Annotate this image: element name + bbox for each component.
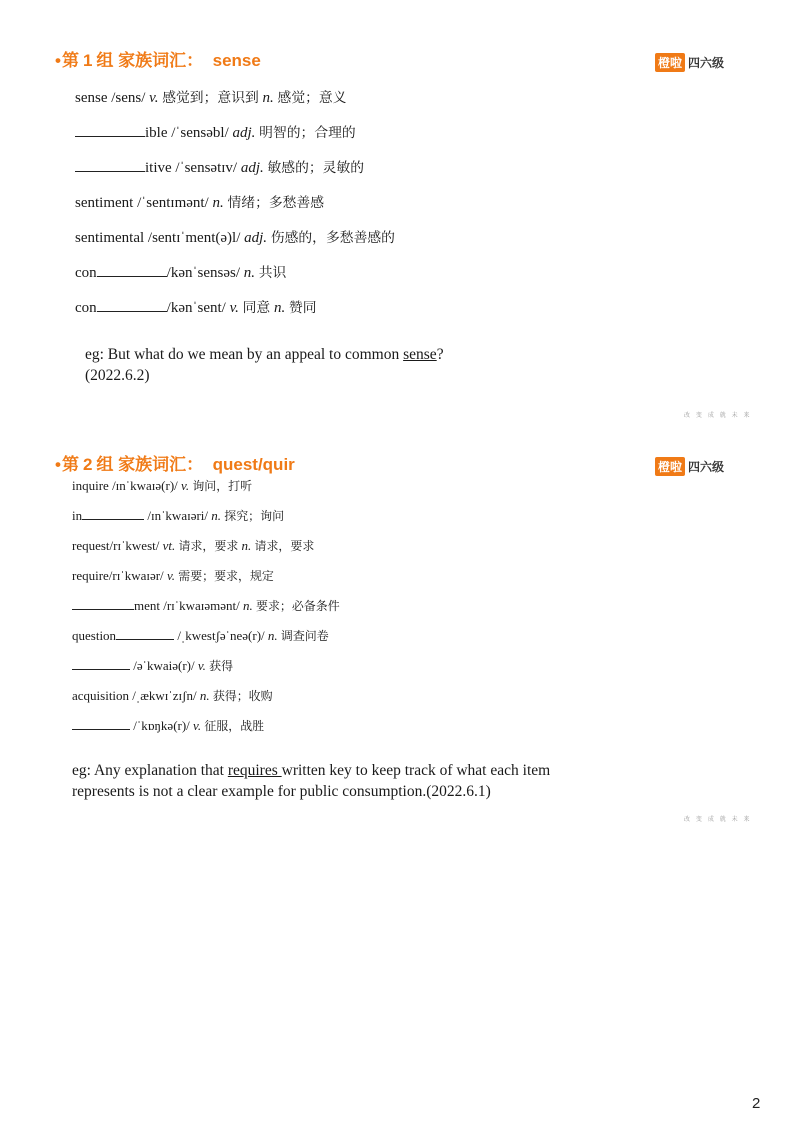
meaning: 明智的；合理的 (259, 125, 356, 141)
word-prefix: question (72, 628, 117, 643)
word-suffix: /əˈkwaiə(r)/ (133, 658, 195, 673)
heading-suffix: 组 家族词汇： (96, 51, 204, 70)
part-of-speech: v. (166, 568, 175, 583)
brand-logo: 橙啦 (655, 457, 685, 476)
word-prefix: sentimental /sentɪˈment(ə)l/ (75, 230, 241, 246)
part-of-speech: adj. (244, 230, 268, 246)
page-number: 2 (752, 1095, 761, 1112)
part-of-speech: n. (199, 688, 210, 703)
meaning: 感觉到；意识到 (162, 90, 259, 106)
footer-motto: 改 变 成 就 未 来 (684, 816, 752, 823)
vocab-item (75, 88, 395, 123)
part-of-speech: v. (197, 658, 206, 673)
level-label: 四六级 (688, 56, 725, 70)
word-suffix: /kənˈsensəs/ (166, 265, 240, 281)
section-sense (0, 0, 800, 430)
meaning: 要求；必备条件 (256, 599, 340, 613)
group-number: 1 (82, 51, 93, 70)
word-prefix: request/rɪˈkwest/ (72, 538, 160, 553)
word-prefix: in (72, 508, 83, 523)
example-text-end: ? (436, 346, 444, 363)
vocab-item (75, 123, 395, 158)
word-prefix: require/rɪˈkwaɪər/ (72, 568, 164, 583)
part-of-speech: n. (267, 628, 278, 643)
section-heading (55, 450, 295, 475)
bullet-dot: • (55, 455, 61, 474)
example-sentence (85, 344, 444, 386)
fill-blank (75, 135, 145, 137)
bullet-dot: • (55, 51, 61, 70)
meaning: 获得 (209, 659, 234, 673)
word-suffix: itive /ˈsensətɪv/ (145, 160, 238, 176)
vocab-item (72, 567, 340, 597)
section-quest-quir (0, 430, 800, 850)
word-prefix: sense /sens/ (75, 90, 146, 106)
word-prefix: acquisition /ˌækwɪˈzɪʃn/ (72, 688, 197, 703)
meaning-2: 感觉；意义 (277, 90, 347, 106)
footer-motto: 改 变 成 就 未 来 (684, 412, 752, 419)
word-suffix: /ˌkwestʃəˈneə(r)/ (177, 628, 265, 643)
part-of-speech: v. (229, 300, 239, 316)
vocab-item (72, 687, 340, 717)
part-of-speech-2: n. (241, 538, 252, 553)
section-heading (55, 46, 261, 71)
word-suffix: ment /rɪˈkwaɪəmənt/ (134, 598, 240, 613)
fill-blank (72, 728, 130, 730)
vocab-item (72, 597, 340, 627)
vocab-item (75, 298, 395, 333)
word-prefix: con (75, 265, 97, 281)
brand-badge (655, 53, 724, 72)
vocab-item (72, 537, 340, 567)
word-prefix: inquire /ɪnˈkwaɪə(r)/ (72, 478, 178, 493)
fill-blank (97, 310, 167, 312)
brand-badge (655, 457, 724, 476)
heading-suffix: 组 家族词汇： (96, 455, 204, 474)
example-keyword: requires (227, 762, 282, 779)
example-sentence (72, 760, 550, 802)
meaning: 征服，战胜 (204, 719, 265, 733)
fill-blank (116, 638, 174, 640)
fill-blank (97, 275, 167, 277)
vocab-item (72, 477, 340, 507)
part-of-speech: v. (181, 478, 190, 493)
meaning: 伤感的，多愁善感的 (270, 230, 395, 246)
meaning-2: 请求，要求 (254, 539, 315, 553)
part-of-speech-2: n. (273, 300, 286, 316)
meaning: 探究；询问 (224, 509, 285, 523)
meaning: 请求，要求 (178, 539, 239, 553)
heading-prefix: 第 (61, 51, 79, 70)
part-of-speech: adj. (240, 160, 264, 176)
example-text-end: written key to keep track of what each item (281, 762, 551, 779)
word-suffix: /ˈkɒŋkə(r)/ (133, 718, 190, 733)
meaning: 敏感的；灵敏的 (267, 160, 365, 176)
vocab-list (75, 88, 395, 333)
part-of-speech: v. (193, 718, 202, 733)
meaning: 需要；要求，规定 (178, 569, 274, 583)
level-label: 四六级 (688, 460, 725, 474)
vocab-item (75, 228, 395, 263)
part-of-speech: v. (149, 90, 159, 106)
vocab-item (72, 627, 340, 657)
vocab-item (72, 507, 340, 537)
brand-logo: 橙啦 (655, 53, 685, 72)
meaning: 情绪；多愁善感 (227, 195, 325, 211)
word-prefix: con (75, 300, 97, 316)
fill-blank (82, 518, 144, 520)
vocab-item (75, 193, 395, 228)
vocab-item (72, 657, 340, 687)
word-suffix: ible /ˈsensəbl/ (145, 125, 229, 141)
heading-prefix: 第 (61, 455, 79, 474)
part-of-speech: n. (243, 265, 255, 281)
vocab-item (75, 158, 395, 193)
word-suffix: /kənˈsent/ (166, 300, 226, 316)
fill-blank (72, 608, 134, 610)
fill-blank (75, 170, 145, 172)
meaning: 同意 (242, 300, 271, 316)
part-of-speech-2: n. (262, 90, 274, 106)
example-source: represents is not a clear example for public consumption.(2022.6.1) (72, 783, 491, 800)
part-of-speech: n. (243, 598, 253, 613)
root-word: sense (212, 51, 261, 70)
example-text: eg: But what do we mean by an appeal to common (85, 346, 404, 363)
example-source: (2022.6.2) (85, 367, 150, 384)
meaning: 询问，打听 (192, 479, 253, 493)
vocab-item (72, 717, 340, 747)
word-prefix: sentiment /ˈsentɪmənt/ (75, 195, 209, 211)
meaning: 获得；收购 (212, 689, 273, 703)
example-keyword: sense (403, 346, 437, 363)
vocab-item (75, 263, 395, 298)
vocab-list (72, 477, 340, 747)
root-word: quest/quir (212, 455, 295, 474)
word-suffix: /ɪnˈkwaɪəri/ (147, 508, 209, 523)
meaning: 共识 (258, 265, 287, 281)
part-of-speech: n. (212, 195, 224, 211)
meaning: 调查问卷 (280, 629, 329, 643)
group-number: 2 (82, 455, 93, 474)
part-of-speech: n. (211, 508, 222, 523)
example-text: eg: Any explanation that (72, 762, 228, 779)
part-of-speech: adj. (232, 125, 256, 141)
fill-blank (72, 668, 130, 670)
part-of-speech: vt. (162, 538, 176, 553)
meaning-2: 赞同 (288, 300, 317, 316)
